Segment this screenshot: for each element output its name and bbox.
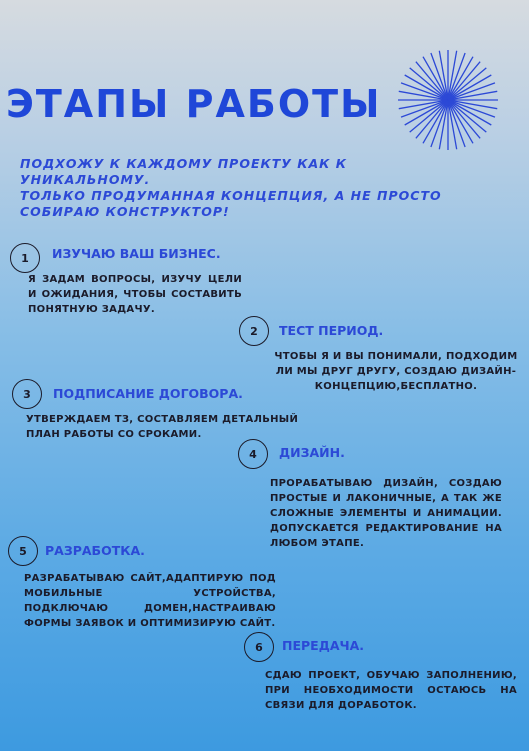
step-text-5: РАЗРАБАТЫВАЮ САЙТ,АДАПТИРУЮ ПОД МОБИЛЬНЫЕ УСТРОЙСТВА, ПОДКЛЮЧАЮ ДОМЕН,НАСТРАИВАЮ ФОРМЫ ЗАЯВОК И ОПТИМИЗИРУЮ САЙТ. [24, 573, 276, 629]
intro-line: СОБИРАЮ КОНСТРУКТОР! [20, 204, 230, 219]
step-title-2: ТЕСТ ПЕРИОД. [279, 323, 384, 338]
step-text-2: ЧТОБЫ Я И ВЫ ПОНИМАЛИ, ПОДХОДИМ ЛИ МЫ ДРУГ ДРУГУ, СОЗДАЮ ДИЗАЙН-КОНЦЕПЦИЮ,БЕСПЛАТНО. [274, 351, 518, 392]
step-title-1: ИЗУЧАЮ ВАШ БИЗНЕС. [52, 246, 221, 261]
step-number-2: 2 [239, 316, 269, 346]
intro-text [20, 156, 510, 220]
step-title-4: ДИЗАЙН. [279, 445, 345, 460]
page-title: ЭТАПЫ РАБОТЫ [6, 82, 382, 126]
intro-line: ПОДХОЖУ К КАЖДОМУ ПРОЕКТУ КАК К [20, 156, 347, 171]
step-number-3: 3 [12, 379, 42, 409]
step-text-6: СДАЮ ПРОЕКТ, ОБУЧАЮ ЗАПОЛНЕНИЮ, ПРИ НЕОБХОДИМОСТИ ОСТАЮСЬ НА СВЯЗИ ДЛЯ ДОРАБОТОК. [265, 670, 517, 711]
step-title-6: ПЕРЕДАЧА. [282, 638, 365, 653]
step-text-4: ПРОРАБАТЫВАЮ ДИЗАЙН, СОЗДАЮ ПРОСТЫЕ И ЛАКОНИЧНЫЕ, А ТАК ЖЕ СЛОЖНЫЕ ЭЛЕМЕНТЫ И АНИМАЦИИ. ДОПУСКАЕТСЯ РЕДАКТИРОВАНИЕ НА ЛЮБОМ ЭТАПЕ. [270, 478, 502, 549]
step-number-6: 6 [244, 632, 274, 662]
step-title-3: ПОДПИСАНИЕ ДОГОВОРА. [53, 386, 243, 401]
step-number-1: 1 [10, 243, 40, 273]
step-text-3: УТВЕРЖДАЕМ ТЗ, СОСТАВЛЯЕМ ДЕТАЛЬНЫЙ ПЛАН РАБОТЫ СО СРОКАМИ. [26, 414, 299, 440]
step-title-5: РАЗРАБОТКА. [45, 543, 145, 558]
intro-line: УНИКАЛЬНОМУ. [20, 172, 151, 187]
intro-line: ТОЛЬКО ПРОДУМАННАЯ КОНЦЕПЦИЯ, А НЕ ПРОСТО [20, 188, 442, 203]
starburst-icon [396, 48, 500, 152]
step-number-5: 5 [8, 536, 38, 566]
step-number-4: 4 [238, 439, 268, 469]
step-text-1: Я ЗАДАМ ВОПРОСЫ, ИЗУЧУ ЦЕЛИ И ОЖИДАНИЯ, ЧТОБЫ СОСТАВИТЬ ПОНЯТНУЮ ЗАДАЧУ. [28, 274, 242, 315]
